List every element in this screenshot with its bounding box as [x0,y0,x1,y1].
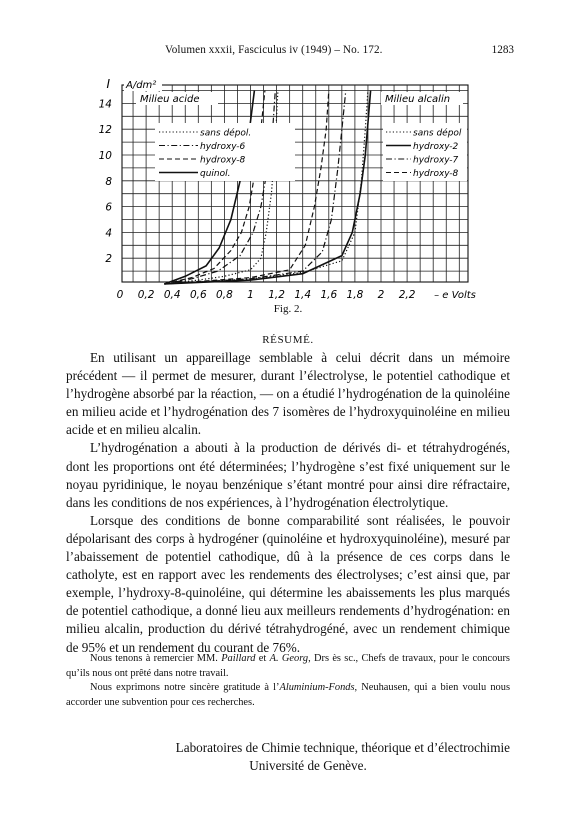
paragraph-3: Lorsque des conditions de bonne comparabilité sont réalisées, le pouvoir dépolarisant des corps à hydrogéner (quinoléine et hydroxyquinoléine), mesuré par l’abaissement de potentiel cathodique, dû à la présence de ces corps dans le catholyte, est en rapport avec les rendements des électrolyses; c’est ainsi que, par exemple, l’hydroxy-8-quinoléine, qui détermine les abaissements les plus marqués de potentiel cathodique, a donné lieu aux meilleurs rendements d’hydrogénation: en milieu alcalin, production du dérivé tétrahydrogéné, avec un rendement chimique de 95% et un rendement du courant de 76%. [66,512,510,655]
y-tick-label: 8 [105,175,112,188]
figure-2-chart [0,0,576,305]
x-tick-label: 0,2 [137,289,155,301]
ack1-text-b: et [255,653,270,664]
ack2-fund-name: Aluminium-Fonds [279,682,355,693]
affiliation-line-1: Laboratoires de Chimie technique, théorique et d’électrochimie [175,740,510,755]
series-line-0-1 [164,91,275,285]
series-line-0-0 [164,91,278,285]
series-line-1-0 [164,91,368,285]
y-tick-label: 2 [105,253,112,266]
series-line-1-1 [164,91,370,285]
x-tick-label: 2,2 [398,289,416,301]
figure-caption: Fig. 2. [273,303,303,315]
x-tick-label: 1 [247,289,254,301]
affiliation [66,739,510,775]
x-tick-label: 1,2 [268,289,285,301]
acknowledgement-2 [66,681,510,710]
ack2-text-a: Nous exprimons notre sincère gratitude à l’ [90,682,280,693]
series-line-0-3 [164,91,254,285]
chart-grid [122,85,468,282]
y-tick-label: 14 [98,98,112,111]
y-tick-label: 6 [105,201,112,214]
legend-label-0-2: hydroxy-8 [200,155,246,166]
chart-frame [122,85,468,282]
legend-label-1-3: hydroxy-8 [413,169,459,179]
y-tick-label: 10 [98,150,112,162]
page-number: 1283 [491,44,514,56]
chart-ticks [99,77,476,301]
x-tick-label: 0,6 [189,289,207,301]
y-tick-label: 12 [98,124,112,137]
x-tick-label: 0,4 [163,289,181,301]
ack2-text-b: , Neuhausen, qui a bien voulu nous accorder une subvention pour ces recherches. [66,682,510,708]
resume-body [66,349,510,657]
x-tick-label: 1,6 [320,289,338,301]
ack1-text-c: , Drs ès sc., Chefs de travaux, pour le concours qu’ils nous ont prêté dans notre travail. [66,653,510,679]
x-axis-label: – e Volts [434,290,476,301]
acknowledgement-1 [66,652,510,681]
legend-label-0-0: sans dépol. [200,128,252,139]
paragraph-2: L’hydrogénation a abouti à la production de dérivés di- et tétrahydrogénés, dont les proportions ont été déterminées; l’hydrogène s’est fixé uniquement sur le noyau pyridinique, le noyau benzénique s’étant montré pour ainsi dire réfractaire, dans les conditions de nos expériences, à l’hydrogénation électrolytique. [66,440,510,510]
ack1-name-paillard: Paillard [221,653,256,664]
legend-label-0-3: quinol. [200,169,231,179]
x-tick-label: 0 [116,289,124,301]
chart-curves [164,91,370,285]
y-tick-label: 4 [105,227,112,240]
journal-header-title: Volumen xxxii, Fasciculus iv (1949) – No. 172. [165,44,383,56]
series-line-1-2 [164,91,345,285]
panel-title-1: Milieu alcalin [385,94,451,105]
series-line-1-3 [164,91,328,285]
legend-label-0-1: hydroxy-6 [200,142,246,152]
panel-title-0: Milieu acide [140,94,200,105]
ack1-text-a: Nous tenons à remercier MM. [90,653,222,664]
paragraph-1: En utilisant un appareillage semblable à celui décrit dans un mémoire précédent — il permet de mesurer, durant l’électrolyse, le potentiel cathodique et l’hydrogène absorbé par la réaction, — on a étudié l’hydrogénation de la quinoléine en milieu acide et l’hydrogénation des 7 isomères de l’hydroxyquinoléine en milieu acide et en milieu alcalin. [66,350,510,438]
legend-label-1-2: hydroxy-7 [413,155,459,166]
legend-label-1-0: sans dépol [413,128,462,139]
y-axis-unit: A/dm² [126,80,157,91]
x-tick-label: 1,4 [294,289,312,301]
y-axis-label: I [106,77,110,91]
affiliation-line-2: Université de Genève. [249,758,367,773]
x-tick-label: 0,8 [216,289,233,301]
acknowledgements [66,652,510,710]
ack1-name-georg: A. Georg [269,653,309,664]
x-tick-label: 1,8 [346,289,364,301]
x-tick-label: 2 [377,289,385,301]
legend-label-1-1: hydroxy-2 [413,142,459,152]
section-title: RÉSUMÉ. [262,334,314,346]
